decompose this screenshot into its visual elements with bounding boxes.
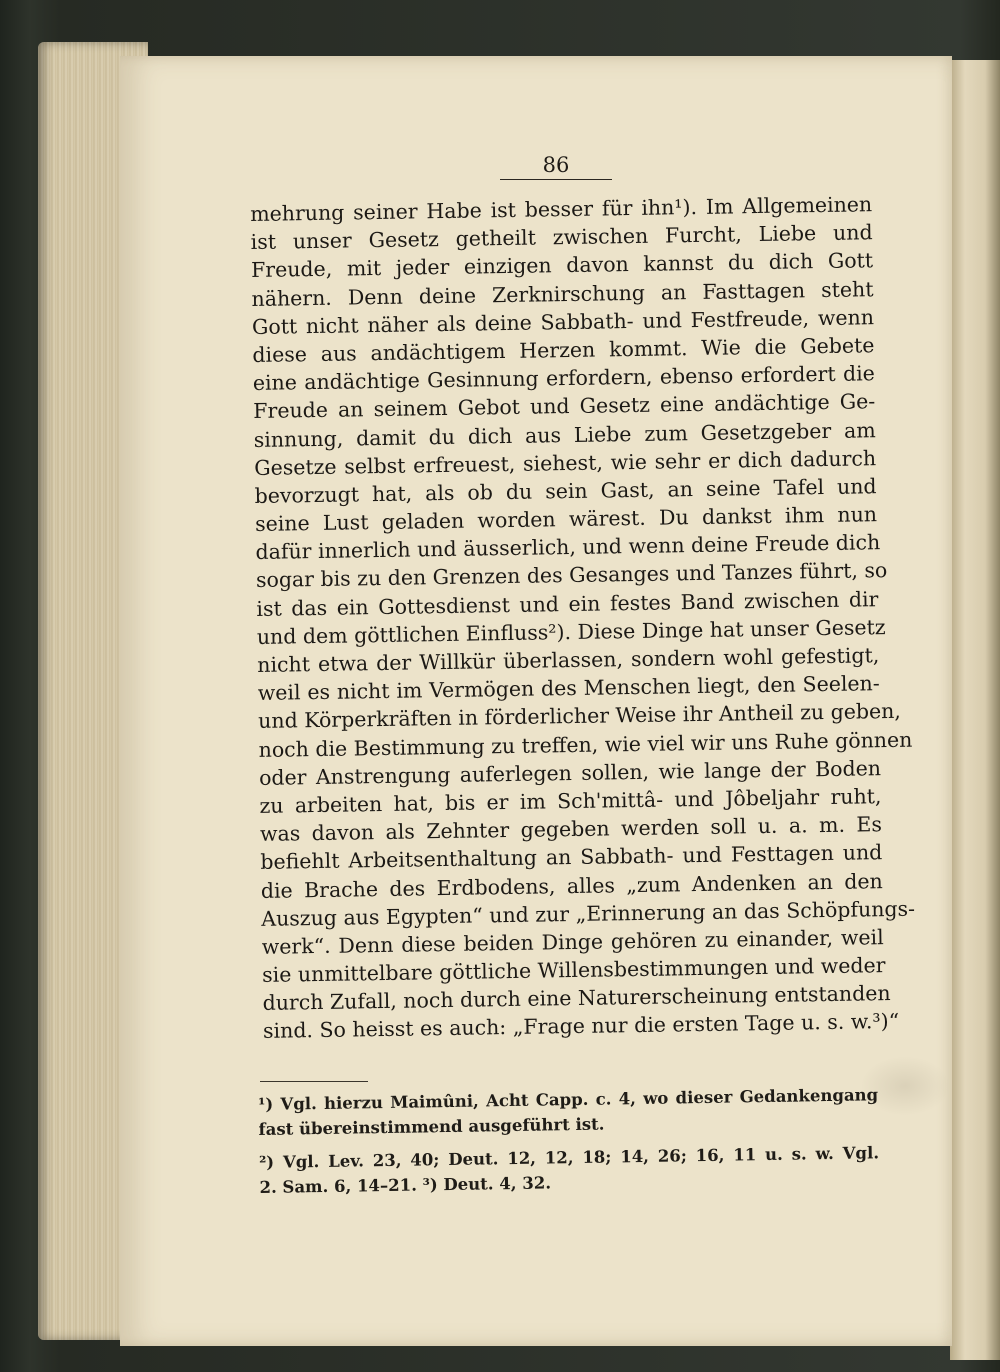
body-line: befiehlt Arbeitsenthaltung an Sabbath- und Festtagen und [260, 840, 883, 875]
body-line: durch Zufall, noch durch eine Naturerscheinung entstanden [262, 981, 891, 1016]
body-line: und dem göttlichen Einfluss²). Diese Dinge hat unser Gesetz [256, 614, 886, 649]
footnotes [258, 1082, 880, 1200]
body-line: Freude an seinem Gebot und Gesetz eine andächtige Ge- [253, 389, 876, 424]
facing-page-edge [950, 60, 1000, 1360]
body-line: werk“. Denn diese beiden Dinge gehören zu einander, weil [261, 925, 884, 959]
body-line: Gesetze selbst erfreuest, siehest, wie sehr er dich dadurch [254, 445, 877, 480]
body-line: mehrung seiner Habe ist besser für ihn¹). Im Allgemeinen [250, 192, 873, 226]
body-line: diese aus andächtigem Herzen kommt. Wie die Gebete [252, 333, 875, 367]
header-rule [500, 179, 612, 180]
footnote-line: ²) Vgl. Lev. 23, 40; Deut. 12, 12, 18; 14, 26; 16, 11 u. s. w. Vgl. [258, 1143, 880, 1172]
body-line: sinnung, damit du dich aus Liebe zum Gesetzgeber am [253, 417, 876, 452]
body-line: dafür innerlich und äusserlich, und wenn deine Freude dich [255, 530, 881, 565]
body-line: weil es nicht im Vermögen des Menschen liegt, den Seelen- [257, 671, 880, 706]
body-line: was davon als Zehnter gegeben werden soll u. a. m. Es [259, 812, 883, 847]
footnote-line: fast übereinstimmend ausgeführt ist. [258, 1114, 605, 1139]
page-number: 86 [542, 153, 570, 177]
body-line: Gott nicht näher als deine Sabbath- und Festfreude, wenn [251, 304, 875, 339]
body-text [250, 190, 916, 1045]
body-line: ist das ein Gottesdienst und ein festes Band zwischen dir [256, 586, 879, 621]
body-line: seine Lust geladen worden wärest. Du dankst ihm nun [254, 502, 878, 537]
footnote-line: 2. Sam. 6, 14–21. ³) Deut. 4, 32. [259, 1173, 552, 1197]
body-line: oder Anstrengung auferlegen sollen, wie lange der Boden [258, 755, 882, 790]
body-line: sind. So heisst es auch: „Frage nur die ersten Tage u. s. w.³)“ [262, 1009, 900, 1044]
body-line: nähern. Denn deine Zerknirschung an Fasttagen steht [251, 276, 874, 311]
body-line: eine andächtige Gesinnung erfordern, ebenso erfordert die [252, 361, 875, 396]
body-line: Auszug aus Egypten“ und zur „Erinnerung an das Schöpfungs- [261, 896, 916, 931]
body-line: sie unmittelbare göttliche Willensbestimmungen und weder [261, 953, 886, 987]
body-line: noch die Bestimmung zu treffen, wie viel wir uns Ruhe gönnen [258, 727, 913, 762]
body-line: nicht etwa der Willkür überlassen, sondern wohl gefestigt, [257, 643, 880, 677]
footnote-line: ¹) Vgl. hierzu Maimûni, Acht Capp. c. 4, wo dieser Gedankengang [258, 1085, 879, 1114]
body-line: und Körperkräften in förderlicher Weise ihr Antheil zu geben, [258, 699, 902, 734]
body-line: die Brache des Erdbodens, alles „zum Andenken an den [260, 868, 883, 903]
body-line: ist unser Gesetz getheilt zwischen Furcht, Liebe und [250, 220, 873, 255]
body-line: bevorzugt hat, als ob du sein Gast, an seine Tafel und [254, 474, 877, 508]
body-line: zu arbeiten hat, bis er im Sch'mittâ- und Jôbeljahr ruht, [259, 784, 882, 818]
footnote-rule [260, 1081, 368, 1082]
body-line: sogar bis zu den Grenzen des Gesanges und Tanzes führt, so [255, 558, 888, 593]
body-line: Freude, mit jeder einzigen davon kannst du dich Gott [250, 248, 874, 283]
